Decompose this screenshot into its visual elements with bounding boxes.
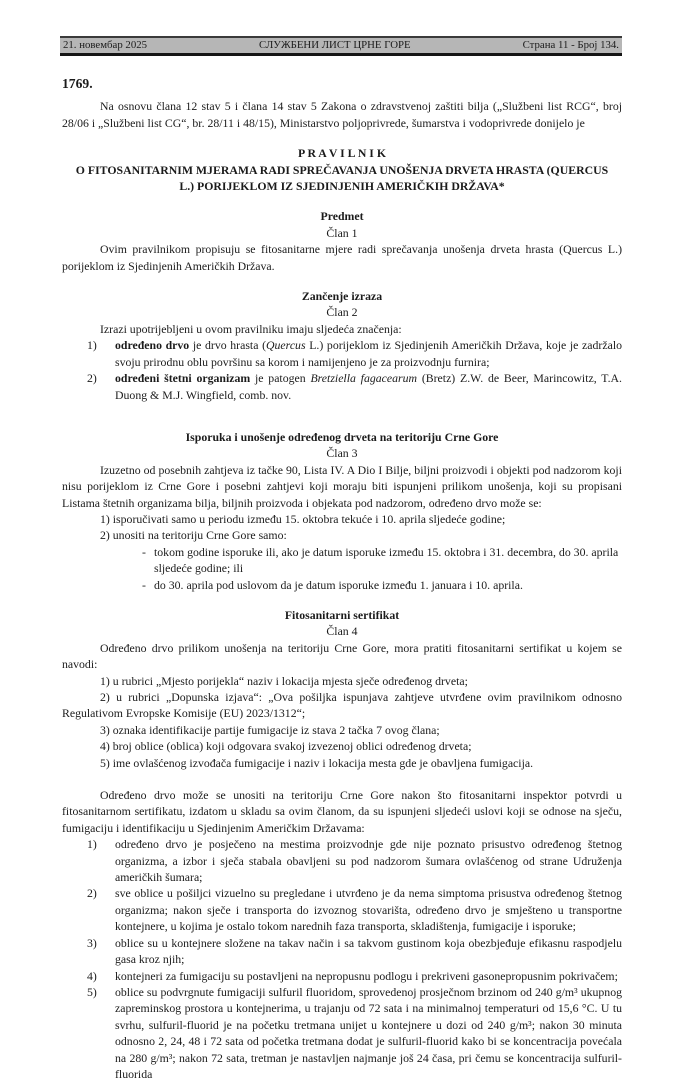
section-3 [62, 429, 622, 462]
list-item: 4) broj oblice (oblica) koji odgovara svakoj izvezenoj oblici određenog drveta; [100, 739, 472, 754]
list-item: 2) u rubrici „Dopunska izjava“: „Ova pošiljka ispunjava zahtjeve utvrđene ovim pravilnikom odnosno Regulativom Evropske Komisije (EU) 2023/1312“; [62, 690, 622, 721]
list-item: 1) u rubrici „Mjesto porijekla“ naziv i lokacija mjesta sječe određenog drveta; [100, 673, 468, 688]
conditions-list [62, 836, 622, 1082]
dash-sub-item [62, 544, 622, 577]
list-item: 3) oznaka identifikacije partije fumigacije iz stava 2 tačka 7 ovog člana; [100, 722, 440, 737]
section-4-article: Član 4 [326, 624, 358, 639]
dash-sub-item-text: tokom godine isporuke ili, ako je datum isporuke između 15. oktobra i 31. decembra, do 30. aprila sljedeće godine; ili [154, 544, 619, 576]
condition-item [62, 885, 622, 934]
section-4-paragraph: Određeno drvo prilikom unošenja na teritoriju Crne Gore, mora pratiti fitosanitarni sertifikat u kojem se navodi: [62, 640, 622, 672]
section-2-article: Član 2 [326, 305, 358, 320]
definition-text: određeni štetni organizam je patogen Bretziella fagacearum (Bretz) Z.W. de Beer, Marincowitz, T.A. Duong & M.J. Wingfield, comb. nov. [115, 371, 622, 402]
header-gazette-title: СЛУЖБЕНИ ЛИСТ ЦРНЕ ГОРЕ [259, 39, 411, 51]
preamble: Na osnovu člana 12 stav 5 i člana 14 stav 5 Zakona o zdravstvenoj zaštiti bilja („Službeni list RCG“, broj 28/06 i „Službeni list CG“, br. 28/11 i 48/15), Ministarstvo poljoprivrede, šumarstva i vodoprivrede donijelo je [62, 99, 622, 130]
item-number: 1) [87, 837, 97, 852]
document-body [62, 76, 622, 1082]
section-1 [62, 208, 622, 241]
condition-item [62, 935, 622, 968]
list-item: 2) unositi na teritoriju Crne Gore samo: [100, 528, 287, 543]
header-date: 21. новембар 2025 [63, 39, 148, 51]
item-number: 2) [87, 371, 97, 386]
item-number: 3) [87, 935, 97, 950]
act-title-word: P R A V I L N I K [297, 146, 387, 161]
list-item: 1) isporučivati samo u periodu između 15. oktobra tekuće i 10. aprila sljedeće godine; [100, 511, 506, 526]
dash-bullet: - [142, 544, 146, 559]
act-number: 1769. [62, 76, 93, 91]
definition-text: određeno drvo je drvo hrasta (Quercus L.) porijeklom iz Sjedinjenih Američkih Država, koje je zadržalo svoju prirodnu oblu površinu sa korom i namijenjeno je za proizvodnju furnira; [115, 338, 622, 369]
section-2-intro: Izrazi upotrijebljeni u ovom pravilniku imaju sljedeća značenja: [100, 321, 402, 336]
header-page-number: Страна 11 - Број 134. [522, 39, 619, 51]
act-title-subject: O FITOSANITARNIM MJERAMA RADI SPREČAVANJA UNOŠENJA DRVETA HRASTA (QUERCUS L.) PORIJEKLOM IZ SJEDINJENIH AMERIČKIH DRŽAVA* [75, 162, 609, 194]
condition-item [62, 968, 622, 984]
section-3-paragraph: Izuzetno od posebnih zahtjeva iz tačke 90, Lista IV. A Dio I Bilje, biljni proizvodi i objekti pod nadzorom koji nisu porijeklom iz Crne Gore i posebni zahtjevi koji moraju biti ispunjeni prilikom unošenja, koji su propisani Listama štetnih organizama bilja, biljnih proizvoda i objekata pod nadzorom, određeno drvo može se: [62, 462, 622, 510]
condition-item [62, 836, 622, 885]
item-number: 5) [87, 984, 97, 999]
page-header-bar [60, 36, 622, 56]
dash-sub-item-text: do 30. aprila pod uslovom da je datum isporuke između 1. januara i 10. aprila. [154, 577, 523, 592]
definitions-list [62, 337, 622, 403]
section-4 [62, 607, 622, 640]
dash-bullet: - [142, 577, 146, 592]
section-2 [62, 288, 622, 321]
section-2-heading: Zančenje izraza [301, 289, 383, 304]
section-4-paragraph-2: Određeno drvo može se unositi na teritoriju Crne Gore nakon što fitosanitarni inspektor potvrdi u fitosanitarnom sertifikatu, izdatom u skladu sa ovim članom, da su ispunjeni sljedeći uslovi koji se odnose na sječu, fumigaciju i identifikaciju u Sjedinjenim Američkim Državama: [62, 788, 622, 835]
condition-text: oblice su podvrgnute fumigaciji sulfuril fluoridom, sprovedenoj prosječnom brzinom od 240 g/m³ ukupnog zapreminskog prostora u kontejnerima, u trajanju od 72 sata i na minimalnoj temperaturi od 15,6 °C. U tu svrhu, sulfuril-fluorid je na početku tretmana unijet u kontejnere u dozi od 240 g/m³; nakon 30 minuta odnosno 2, 24, 48 i 72 sata od početka tretmana dodat je sulfuril-fluorid kako bi se koncentracija povećala na 280 g/m³; nakon 72 sata, tretman je nastavljen najmanje još 24 časa, pri čemu se koncentracija sulfuril-fluorida [115, 984, 622, 1081]
dash-sub-item [62, 577, 622, 593]
item-number: 4) [87, 968, 97, 983]
condition-text: kontejneri za fumigaciju su postavljeni na nepropusnu podlogu i prekriveni gasonepropusnim pokrivačem; [115, 968, 618, 983]
condition-item [62, 984, 622, 1082]
section-4-heading: Fitosanitarni sertifikat [284, 607, 400, 622]
list-item: 5) ime ovlašćenog izvođača fumigacije i naziv i lokacija mesta gde je obavljena fumigacija. [100, 755, 534, 770]
condition-text: oblice su u kontejnere složene na takav način i sa takvom gustinom koja obezbjeđuje efikasnu raspodjelu gasa kroz njih; [115, 935, 622, 967]
definition-item [62, 370, 622, 403]
section-1-paragraph: Ovim pravilnikom propisuju se fitosanitarne mjere radi sprečavanja unošenja drveta hrasta (Quercus L.) porijeklom iz Sjedinjenih Američkih Država. [62, 242, 622, 273]
section-3-heading: Isporuka i unošenje određenog drveta na teritoriju Crne Gore [185, 429, 499, 444]
section-1-heading: Predmet [320, 209, 364, 224]
act-title [62, 145, 622, 194]
item-number: 1) [87, 338, 97, 353]
definition-item [62, 337, 622, 370]
condition-text: sve oblice u pošiljci vizuelno su pregledane i utvrđeno je da nema simptoma prisustva određenog štetnog organizma; nakon sječe i transporta do izvoznog stovarišta, određeno drvo je smješteno u transportne kontejnere, u kojima je ostalo tokom narednih faza transporta, skladištenja, fumigacije i isporuke; [115, 886, 622, 934]
section-3-article: Član 3 [326, 446, 358, 461]
section-1-article: Član 1 [326, 225, 358, 240]
condition-text: određeno drvo je posječeno na mestima proizvodnje gde nije poznato prisustvo određenog štetnog organizma, a izbor i sječa stabala obavljeni su pod nadzorom šumara ovlašćenog od strane Udruženja američkih šumara; [115, 837, 622, 885]
gazette-page [0, 36, 679, 1081]
item-number: 2) [87, 886, 97, 901]
